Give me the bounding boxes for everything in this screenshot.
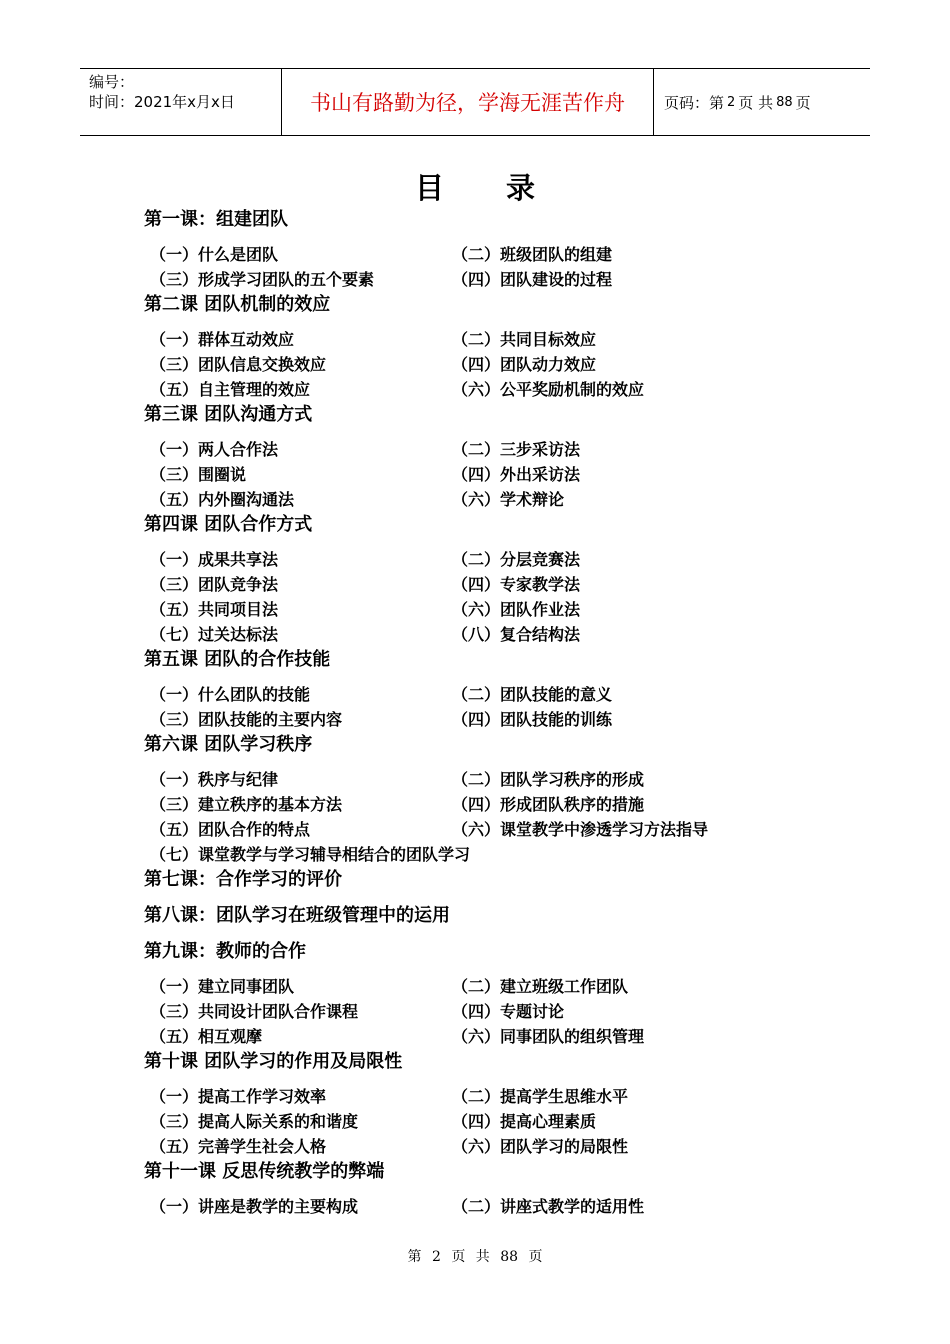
toc-item: （三）团队信息交换效应	[150, 355, 327, 374]
toc-item: （四）团队建设的过程	[452, 270, 613, 289]
toc-item: （五）共同项目法	[150, 600, 279, 619]
toc-item: （七）课堂教学与学习辅导相结合的团队学习	[150, 845, 471, 864]
toc-item: （一）什么是团队	[150, 245, 279, 264]
toc-item: （一）提高工作学习效率	[150, 1087, 327, 1106]
toc-item: （四）专题讨论	[452, 1002, 565, 1021]
page-total: 88	[776, 94, 793, 110]
toc-item: （六）同事团队的组织管理	[452, 1027, 645, 1046]
lesson-title: 第十一课 反思传统教学的弊端	[144, 1161, 385, 1182]
toc-item: （三）团队技能的主要内容	[150, 710, 343, 729]
lesson-title: 第七课：合作学习的评价	[144, 869, 342, 890]
lesson-items	[144, 1084, 844, 1159]
toc-item: （六）公平奖励机制的效应	[452, 380, 645, 399]
lesson-title: 第九课：教师的合作	[144, 941, 306, 962]
lesson-title: 第八课：团队学习在班级管理中的运用	[144, 905, 450, 926]
toc-item: （七）过关达标法	[150, 625, 279, 644]
number-label: 编号：	[89, 73, 135, 91]
toc-item: （二）三步采访法	[452, 440, 581, 459]
header-page-number	[654, 69, 870, 135]
footer-mid: 页 共	[451, 1249, 490, 1265]
lesson-items	[144, 974, 844, 1049]
toc-item: （一）两人合作法	[150, 440, 279, 459]
table-of-contents	[144, 207, 844, 1219]
page-title: 目录	[414, 171, 597, 205]
time-label: 时间：2021年x月x日	[89, 93, 235, 111]
toc-item: （二）团队技能的意义	[452, 685, 613, 704]
toc-item: （三）围圈说	[150, 465, 247, 484]
toc-item: （五）相互观摩	[150, 1027, 263, 1046]
toc-item: （六）学术辩论	[452, 490, 565, 509]
toc-item: （五）自主管理的效应	[150, 380, 311, 399]
footer-prefix: 第	[407, 1249, 422, 1265]
toc-item: （一）讲座是教学的主要构成	[150, 1197, 359, 1216]
lesson-title: 第六课 团队学习秩序	[144, 734, 313, 755]
toc-item: （二）建立班级工作团队	[452, 977, 629, 996]
toc-item: （二）团队学习秩序的形成	[452, 770, 645, 789]
toc-item: （六）团队学习的局限性	[452, 1137, 629, 1156]
toc-item: （四）团队动力效应	[452, 355, 597, 374]
toc-item: （四）专家教学法	[452, 575, 581, 594]
lesson-title: 第五课 团队的合作技能	[144, 649, 331, 670]
lesson-items	[144, 767, 844, 867]
toc-item: （三）提高人际关系的和谐度	[150, 1112, 359, 1131]
toc-item: （三）建立秩序的基本方法	[150, 795, 343, 814]
toc-item: （六）团队作业法	[452, 600, 581, 619]
page-suffix: 页	[795, 93, 811, 112]
toc-item: （二）提高学生思维水平	[452, 1087, 629, 1106]
toc-item: （三）共同设计团队合作课程	[150, 1002, 359, 1021]
lesson-title: 第十课 团队学习的作用及局限性	[144, 1051, 403, 1072]
lesson-items	[144, 242, 844, 292]
page-prefix: 页码：第	[664, 93, 725, 112]
toc-item: （五）完善学生社会人格	[150, 1137, 327, 1156]
header-meta	[80, 69, 282, 135]
toc-item: （三）团队竞争法	[150, 575, 279, 594]
toc-item: （五）团队合作的特点	[150, 820, 311, 839]
lesson-title: 第二课 团队机制的效应	[144, 294, 331, 315]
toc-item: （四）形成团队秩序的措施	[452, 795, 645, 814]
toc-item: （一）群体互动效应	[150, 330, 295, 349]
page-num: 2	[727, 94, 736, 110]
toc-item: （六）课堂教学中渗透学习方法指导	[452, 820, 709, 839]
toc-item: （八）复合结构法	[452, 625, 581, 644]
page-mid: 页 共	[738, 93, 774, 112]
lesson-items	[144, 327, 844, 402]
toc-item: （四）外出采访法	[452, 465, 581, 484]
toc-item: （二）共同目标效应	[452, 330, 597, 349]
header-motto: 书山有路勤为径，学海无涯苦作舟	[282, 69, 654, 135]
page-header	[80, 68, 870, 136]
lesson-items	[144, 1194, 844, 1219]
footer-page-num: 2	[431, 1249, 441, 1265]
toc-item: （一）秩序与纪律	[150, 770, 279, 789]
lesson-items	[144, 682, 844, 732]
lesson-items	[144, 437, 844, 512]
lesson-title: 第三课 团队沟通方式	[144, 404, 313, 425]
toc-item: （二）班级团队的组建	[452, 245, 613, 264]
toc-item: （一）建立同事团队	[150, 977, 295, 996]
toc-item: （一）什么团队的技能	[150, 685, 311, 704]
lesson-title: 第四课 团队合作方式	[144, 514, 313, 535]
lesson-title: 第一课：组建团队	[144, 209, 288, 230]
toc-item: （二）讲座式教学的适用性	[452, 1197, 645, 1216]
footer-page-total: 88	[500, 1249, 519, 1265]
toc-item: （二）分层竞赛法	[452, 550, 581, 569]
footer-suffix: 页	[528, 1249, 543, 1265]
toc-item: （三）形成学习团队的五个要素	[150, 270, 375, 289]
page-footer	[0, 1246, 950, 1266]
toc-item: （五）内外圈沟通法	[150, 490, 295, 509]
toc-item: （四）团队技能的训练	[452, 710, 613, 729]
lesson-items	[144, 547, 844, 647]
toc-item: （一）成果共享法	[150, 550, 279, 569]
toc-item: （四）提高心理素质	[452, 1112, 597, 1131]
